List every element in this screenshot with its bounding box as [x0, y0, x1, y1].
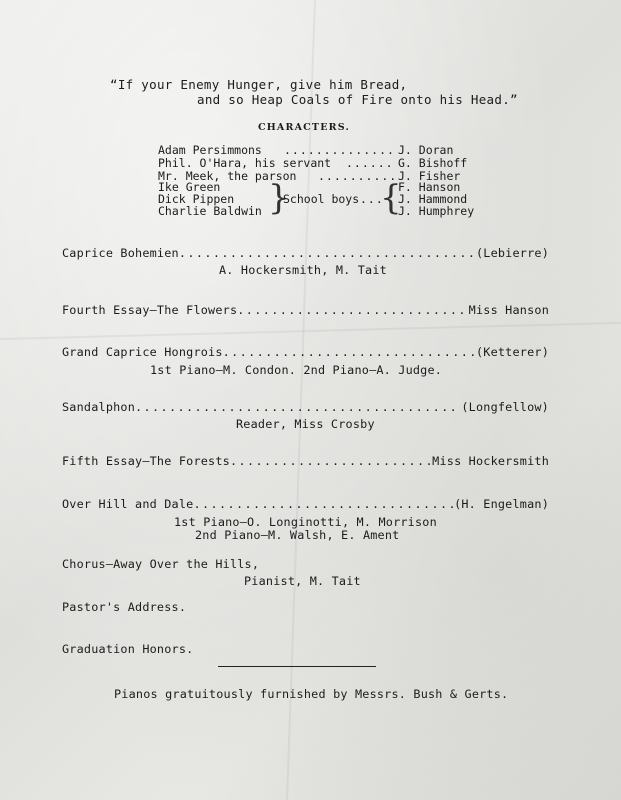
divider-rule	[218, 666, 376, 667]
program-leader	[237, 303, 468, 317]
program-item-credit: (Lebierre)	[475, 246, 549, 260]
program-leader	[193, 497, 454, 511]
cast-actor-3: J. Fisher	[398, 169, 461, 183]
program-item-5	[62, 454, 549, 468]
program-item-title: Over Hill and Dale	[62, 497, 194, 511]
epigraph-line-1: “If your Enemy Hunger, give him Bread,	[110, 77, 408, 92]
program-item-1-detail-1: A. Hockersmith, M. Tait	[219, 263, 387, 277]
cast-role-1: Adam Persimmons	[158, 143, 262, 157]
program-item-title: Caprice Bohemien	[62, 246, 179, 260]
program-item-2	[62, 303, 549, 317]
program-item-6-detail-2: 2nd Piano—M. Walsh, E. Ament	[195, 528, 400, 542]
cast-role-2: Phil. O'Hara, his servant	[158, 156, 332, 170]
program-item-7-detail-1: Pianist, M. Tait	[244, 574, 361, 588]
school-boy-actor-3: J. Humphrey	[398, 204, 475, 218]
program-item-3-detail-1: 1st Piano—M. Condon. 2nd Piano—A. Judge.	[150, 363, 443, 377]
program-item-8-title: Pastor's Address.	[62, 600, 187, 614]
program-item-title: Fifth Essay—The Forests	[62, 454, 230, 468]
left-brace-icon: }	[268, 178, 290, 218]
school-boy-actor-1: F. Hanson	[398, 180, 461, 194]
cast-role-3: Mr. Meek, the parson	[158, 169, 297, 183]
cast-actor-1: J. Doran	[398, 143, 454, 157]
footer-note: Pianos gratuitously furnished by Messrs. Bush & Gerts.	[114, 687, 509, 701]
program-item-4	[62, 400, 549, 414]
program-item-credit: (Longfellow)	[461, 400, 549, 414]
program-item-credit: (Ketterer)	[475, 345, 549, 359]
epigraph-line-2: and so Heap Coals of Fire onto his Head.”	[197, 92, 518, 107]
program-item-7-title: Chorus—Away Over the Hills,	[62, 557, 260, 571]
school-boys-label: School boys	[283, 192, 360, 206]
paper-crease	[0, 322, 621, 340]
characters-heading: CHARACTERS.	[258, 122, 350, 133]
program-item-title: Fourth Essay—The Flowers	[62, 303, 238, 317]
program-leader	[223, 345, 476, 359]
program-item-6	[62, 497, 549, 511]
program-item-9-title: Graduation Honors.	[62, 642, 194, 656]
program-leader	[179, 246, 476, 260]
program-item-credit: Miss Hockersmith	[432, 454, 549, 468]
cast-leader-1	[284, 144, 394, 157]
program-item-1	[62, 246, 549, 260]
school-boy-actor-2: J. Hammond	[398, 192, 468, 206]
right-brace-icon: {	[380, 178, 402, 218]
school-boys-leader	[360, 193, 382, 206]
program-item-credit: Miss Hanson	[468, 303, 549, 317]
program-leader	[135, 400, 461, 414]
school-boy-role-3: Charlie Baldwin	[158, 204, 262, 218]
cast-actor-2: G. Bishoff	[398, 156, 468, 170]
program-item-6-detail-1: 1st Piano—O. Longinotti, M. Morrison	[174, 515, 437, 529]
program-item-3	[62, 345, 549, 359]
school-boy-role-2: Dick Pippen	[158, 192, 235, 206]
school-boy-role-1: Ike Green	[158, 180, 221, 194]
program-item-title: Sandalphon	[62, 400, 136, 414]
program-item-4-detail-1: Reader, Miss Crosby	[236, 417, 375, 431]
program-item-title: Grand Caprice Hongrois	[62, 345, 223, 359]
cast-leader-2	[346, 157, 394, 170]
program-leader	[230, 454, 432, 468]
program-item-credit: (H. Engelman)	[454, 497, 549, 511]
